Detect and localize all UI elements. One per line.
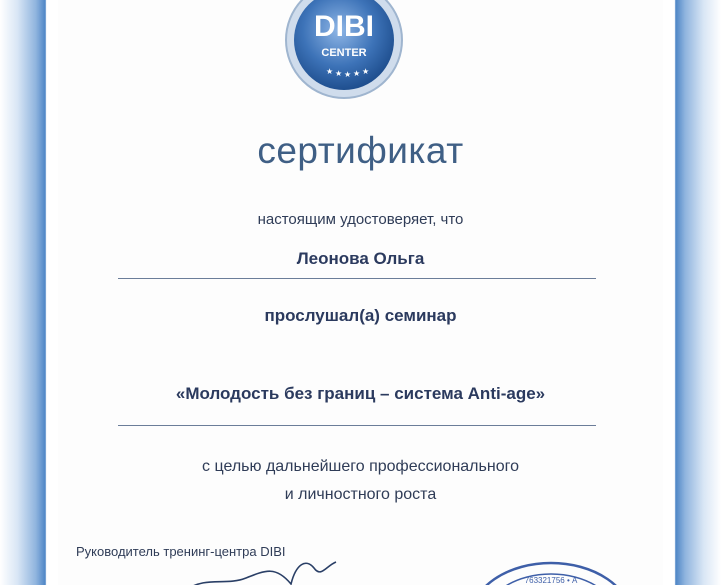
completed-seminar-text: прослушал(а) семинар — [264, 306, 457, 325]
recipient-name: Леонова Ольга — [296, 249, 425, 268]
certificate-title: сертификат — [257, 130, 464, 171]
certifies-text: настоящим удостоверяет, что — [257, 211, 464, 228]
seminar-title: «Молодость без границ – система Anti-age» — [175, 384, 546, 403]
svg-text:★: ★ — [362, 67, 370, 76]
signer-label: Руководитель тренинг-центра DIBI — [76, 544, 286, 559]
seminar-underline — [118, 425, 596, 426]
svg-text:★: ★ — [353, 69, 361, 78]
name-underline — [118, 278, 596, 279]
stamp-text: 763321756 • А — [524, 576, 578, 585]
stamp-icon — [466, 558, 636, 585]
logo-text: DIBI — [314, 10, 374, 43]
svg-text:★: ★ — [344, 70, 352, 79]
dibi-center-logo — [282, 0, 406, 102]
purpose-line-1: с целью дальнейшего профессионального — [202, 458, 519, 475]
signature-icon — [176, 556, 376, 585]
logo-subtext: CENTER — [321, 47, 367, 59]
purpose-line-2: и личностного роста — [284, 486, 437, 503]
svg-text:★: ★ — [326, 67, 334, 76]
svg-text:★: ★ — [335, 69, 343, 78]
